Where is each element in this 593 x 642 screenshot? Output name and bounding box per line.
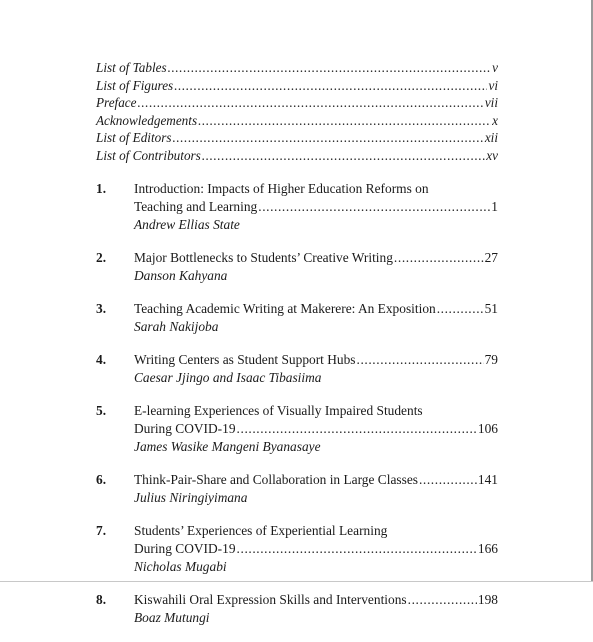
- chapter-entry-5[interactable]: [96, 402, 498, 456]
- toc-entry-preface[interactable]: [96, 94, 498, 112]
- entry-page-number: v: [492, 60, 498, 75]
- chapter-title-line: Kiswahili Oral Expression Skills and Interventions: [134, 591, 407, 607]
- chapter-entry-2[interactable]: [96, 249, 498, 285]
- chapter-author: Boaz Mutungi: [134, 609, 210, 625]
- chapter-title-row: [134, 300, 498, 318]
- toc-entry-list-of-figures[interactable]: [96, 77, 498, 95]
- chapter-number: 5.: [96, 402, 107, 418]
- chapter-title-row: [134, 198, 498, 216]
- chapter-body: [134, 249, 498, 285]
- chapter-title-line: During COVID-19: [134, 540, 236, 556]
- chapter-page-number: 166: [477, 540, 498, 556]
- entry-label: List of Editors: [96, 130, 172, 146]
- chapter-title-line: Think-Pair-Share and Collaboration in Large Classes: [134, 471, 418, 487]
- chapter-entry-7[interactable]: [96, 522, 498, 576]
- chapter-title-row: [134, 351, 498, 369]
- chapter-title-line: Teaching and Learning: [134, 198, 258, 214]
- chapter-author: Andrew Ellias State: [134, 216, 240, 232]
- dot-leader: [437, 300, 484, 318]
- chapter-author: James Wasike Mangeni Byanasaye: [134, 438, 321, 454]
- front-matter-list: [96, 59, 498, 165]
- dot-leader: [419, 471, 477, 489]
- chapter-page-number: 1: [491, 198, 498, 214]
- chapter-entry-3[interactable]: [96, 300, 498, 336]
- chapter-entry-1[interactable]: [96, 180, 498, 234]
- chapter-entry-6[interactable]: [96, 471, 498, 507]
- entry-page-number: vi: [488, 77, 498, 93]
- chapter-list: [96, 180, 498, 627]
- entry-page-number: xv: [486, 147, 498, 163]
- chapter-title-line: E-learning Experiences of Visually Impaired Students: [134, 402, 423, 418]
- chapter-entry-4[interactable]: [96, 351, 498, 387]
- table-of-contents: [96, 59, 498, 642]
- chapter-title-row: [134, 471, 498, 489]
- entry-label: List of Contributors: [96, 147, 201, 163]
- chapter-title-line: Major Bottlenecks to Students’ Creative Writing: [134, 249, 393, 265]
- dot-leader: [258, 198, 490, 216]
- chapter-number: 2.: [96, 249, 107, 265]
- dot-leader: [198, 112, 491, 130]
- dot-leader: [237, 420, 477, 438]
- chapter-title-line: Students’ Experiences of Experiential Learning: [134, 522, 388, 538]
- entry-label: List of Figures: [96, 77, 174, 93]
- toc-entry-list-of-tables[interactable]: [96, 59, 498, 77]
- dot-leader: [168, 59, 492, 77]
- chapter-title-row: [134, 249, 498, 267]
- chapter-number: 1.: [96, 180, 107, 196]
- entry-label: Acknowledgements: [96, 112, 198, 128]
- chapter-page-number: 79: [484, 351, 498, 367]
- dot-leader: [202, 147, 485, 165]
- chapter-number: 6.: [96, 471, 107, 487]
- chapter-title-line: Introduction: Impacts of Higher Education Reforms on: [134, 180, 429, 196]
- dot-leader: [172, 129, 483, 147]
- entry-page-number: x: [492, 112, 498, 128]
- chapter-entry-8[interactable]: [96, 591, 498, 627]
- chapter-author: Sarah Nakijoba: [134, 318, 219, 334]
- dot-leader: [408, 591, 477, 609]
- chapter-title-line: Writing Centers as Student Support Hubs: [134, 351, 356, 367]
- chapter-page-number: 198: [477, 591, 498, 607]
- toc-entry-list-of-editors[interactable]: [96, 129, 498, 147]
- chapter-author: Caesar Jjingo and Isaac Tibasiima: [134, 369, 322, 385]
- entry-label: Preface: [96, 95, 137, 111]
- chapter-page-number: 141: [477, 471, 498, 487]
- dot-leader: [174, 77, 487, 95]
- chapter-body: [134, 180, 498, 234]
- dot-leader: [357, 351, 484, 369]
- chapter-title-row: [134, 591, 498, 609]
- toc-entry-acknowledgements[interactable]: [96, 112, 498, 130]
- chapter-title-row: [134, 420, 498, 438]
- chapter-number: 4.: [96, 351, 107, 367]
- dot-leader: [237, 540, 477, 558]
- chapter-body: [134, 351, 498, 387]
- entry-page-number: xii: [484, 130, 498, 146]
- chapter-page-number: 51: [484, 300, 498, 316]
- dot-leader: [394, 249, 484, 267]
- chapter-author: Nicholas Mugabi: [134, 558, 227, 574]
- chapter-author: Julius Niringiyimana: [134, 489, 248, 505]
- chapter-page-number: 106: [477, 420, 498, 436]
- chapter-body: [134, 471, 498, 507]
- chapter-page-number: 27: [484, 249, 498, 265]
- chapter-body: [134, 591, 498, 627]
- chapter-body: [134, 300, 498, 336]
- chapter-title-line: Teaching Academic Writing at Makerere: An Exposition: [134, 300, 436, 316]
- entry-page-number: vii: [484, 95, 498, 111]
- chapter-title-line: During COVID-19: [134, 420, 236, 436]
- dot-leader: [138, 94, 484, 112]
- entry-label: List of Tables: [96, 60, 167, 75]
- chapter-body: [134, 402, 498, 456]
- chapter-number: 7.: [96, 522, 107, 538]
- chapter-number: 3.: [96, 300, 107, 316]
- chapter-author: Danson Kahyana: [134, 267, 228, 283]
- chapter-title-row: [134, 540, 498, 558]
- toc-entry-list-of-contributors[interactable]: [96, 147, 498, 165]
- chapter-number: 8.: [96, 591, 107, 607]
- chapter-body: [134, 522, 498, 576]
